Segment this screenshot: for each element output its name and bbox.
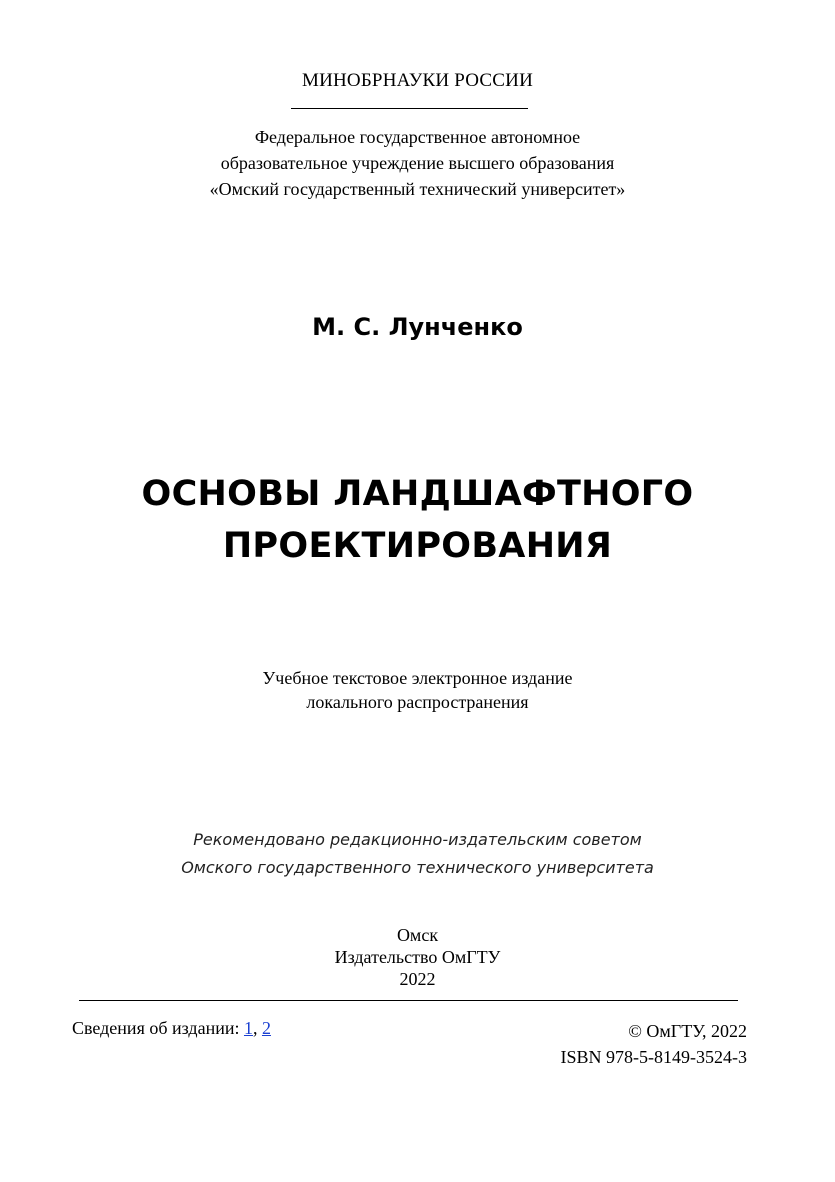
imprint-year: 2022 [399, 969, 436, 989]
edition-info [72, 1018, 271, 1039]
book-title [0, 468, 835, 572]
imprint-publisher: Издательство ОмГТУ [334, 947, 501, 967]
institution-line: Федеральное государственное автономное [254, 127, 581, 147]
recommendation-line: Рекомендовано редакционно-издательским советом [193, 830, 642, 849]
imprint-city: Омск [396, 925, 439, 945]
copyright-block [561, 1018, 748, 1070]
edition-type-line: Учебное текстовое электронное издание [262, 668, 573, 688]
edition-info-link-2[interactable]: 2 [261, 1018, 271, 1038]
institution-line: образовательное учреждение высшего образования [220, 153, 615, 173]
edition-info-label: Сведения об издании: [72, 1018, 244, 1038]
edition-info-link-1[interactable]: 1 [243, 1018, 253, 1038]
copyright-text: © ОмГТУ, 2022 [628, 1021, 747, 1041]
footer-divider [79, 1000, 738, 1001]
imprint [0, 924, 835, 990]
recommendation-note [0, 826, 835, 882]
edition-type [0, 666, 835, 714]
ministry-name: МИНОБРНАУКИ РОССИИ [301, 70, 534, 91]
institution-line: «Омский государственный технический университет» [209, 179, 626, 199]
book-title-line: ПРОЕКТИРОВАНИЯ [222, 526, 613, 566]
recommendation-line: Омского государственного технического университета [181, 858, 654, 877]
edition-type-line: локального распространения [306, 692, 529, 712]
institution-name [0, 124, 835, 202]
book-title-line: ОСНОВЫ ЛАНДШАФТНОГО [141, 474, 694, 514]
isbn-text: ISBN 978-5-8149-3524-3 [560, 1047, 747, 1067]
edition-info-separator: , [252, 1018, 262, 1038]
ministry-underline [291, 108, 528, 109]
author-name: М. С. Лунченко [312, 313, 523, 341]
